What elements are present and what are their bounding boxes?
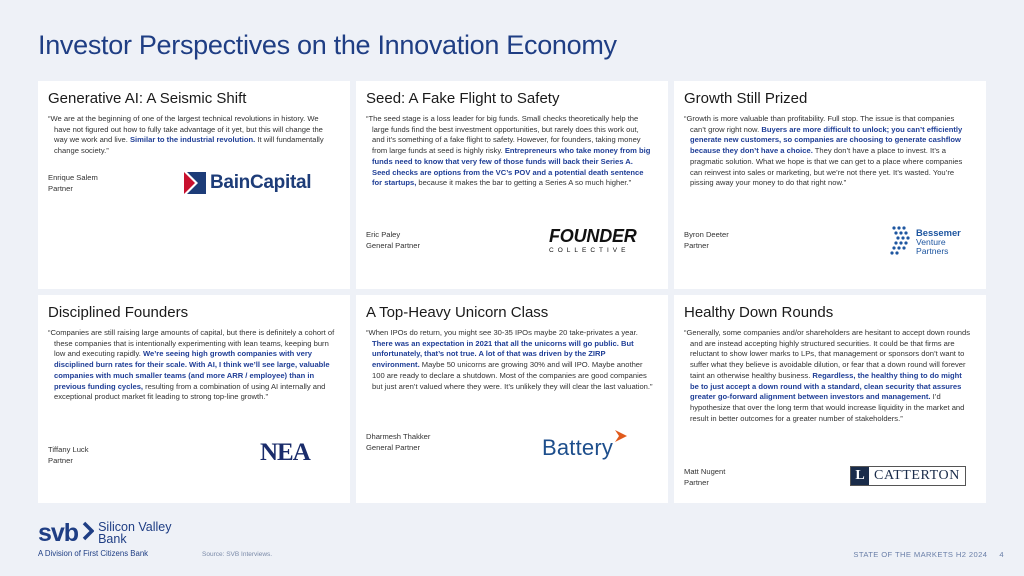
person-name: Enrique Salem bbox=[48, 173, 98, 182]
quote-text: It will fundamentally change society.” bbox=[54, 135, 324, 156]
person-role: General Partner bbox=[366, 240, 421, 250]
person-info bbox=[366, 230, 420, 251]
person-role: Partner bbox=[684, 477, 709, 487]
card-quote bbox=[684, 328, 971, 424]
quote-text: “The seed stage is a loss leader for big funds. Small checks theoretically help the large funds find the best investment opportunities, but rarely does this work out, and it’s something of a fake flight to safety. However, for founders, taking money from large funds at seed is highly risky. bbox=[366, 114, 641, 156]
svb-bank-name bbox=[98, 521, 171, 545]
quote-text: “We are at the beginning of one of the largest technical revolutions in history. We have not figured out how to fully take advantage of it yet, but this will change the way we work and live. bbox=[48, 114, 323, 145]
catterton-logo bbox=[850, 466, 966, 486]
bain-mark-icon bbox=[184, 172, 206, 194]
quote-card bbox=[38, 81, 350, 289]
footer-label bbox=[841, 550, 1004, 559]
quote-card bbox=[356, 81, 668, 289]
page-number: 4 bbox=[999, 550, 1004, 559]
quote-text: I’d hypothesize that over the long term that would increase liquidity in the market and result in better outcomes for a greater number of stakeholders.” bbox=[690, 392, 965, 423]
bessemer-wordmark bbox=[916, 228, 961, 256]
card-quote bbox=[684, 114, 971, 189]
bessemer-logo bbox=[890, 225, 961, 260]
quote-text: resulting from a combination of using AI internally and exceptional product market fit leading to strong top-line growth.” bbox=[54, 381, 326, 402]
quote-highlight: There was an expectation in 2021 that all the unicorns will go public. But unfortunately, that’s not true. A lot of that was driven by the ZIRP environment. bbox=[372, 338, 634, 370]
quote-text: Maybe 50 unicorns are growing 30% and will IPO. Maybe another 100 are ready to declare a shutdown. Most of the companies are good companies but just aren’t valued where they were. It’s unlikely they will clear the last valuation.” bbox=[372, 360, 653, 391]
quote-card bbox=[356, 295, 668, 503]
battery-logo bbox=[542, 429, 627, 461]
collective-wordmark: COLLECTIVE bbox=[549, 247, 630, 254]
quote-highlight: Regardless, the healthy thing to do might be to just accept a down round with a standard, clean security that assures greater go-forward alignment between investors and management. bbox=[690, 370, 962, 402]
person-name: Byron Deeter bbox=[684, 230, 729, 239]
svb-wordmark: svb bbox=[38, 519, 79, 547]
person-name: Tiffany Luck bbox=[48, 445, 89, 454]
person-info bbox=[684, 230, 729, 251]
card-title: Generative AI: A Seismic Shift bbox=[48, 90, 247, 107]
bessemer-line3: Partners bbox=[916, 246, 949, 257]
bessemer-line2: Venture bbox=[916, 236, 946, 247]
card-quote bbox=[366, 328, 653, 392]
person-role: Partner bbox=[48, 183, 73, 193]
nea-logo bbox=[260, 439, 310, 467]
person-name: Eric Paley bbox=[366, 230, 401, 239]
person-name: Matt Nugent bbox=[684, 467, 726, 476]
person-info bbox=[48, 445, 89, 466]
card-title: Disciplined Founders bbox=[48, 304, 189, 321]
svb-division: A Division of First Citizens Bank bbox=[38, 549, 149, 558]
quote-highlight: Similar to the industrial revolution. bbox=[129, 135, 256, 145]
report-title: STATE OF THE MARKETS H2 2024 bbox=[853, 550, 988, 559]
quote-card bbox=[674, 81, 986, 289]
quote-text: “Growth is more valuable than profitability. Full stop. The issue is that companies can’t grow right now. bbox=[684, 114, 955, 134]
person-info bbox=[366, 432, 430, 453]
person-role: General Partner bbox=[366, 442, 421, 452]
svb-logo bbox=[38, 520, 172, 558]
person-info bbox=[48, 173, 98, 194]
bessemer-line1: Bessemer bbox=[916, 227, 961, 239]
card-title: Healthy Down Rounds bbox=[684, 304, 834, 321]
svb-name-line1: Silicon Valley bbox=[98, 520, 172, 534]
catterton-wordmark: CATTERTON bbox=[874, 468, 960, 483]
catterton-mark-icon: L bbox=[851, 467, 869, 485]
quote-highlight: Buyers are more difficult to unlock; you can’t efficiently generate new customers, so companies are choosing to generate cashflow because they don’t have a choice. bbox=[690, 124, 963, 156]
quote-text: They don’t have a place to invest. It’s a pragmatic solution. What we hope is that we can get to a place where companies can reinvest into sales or marketing, but we’re not there yet. It’s wasted. You’re pissing away your money to do that right now.” bbox=[690, 146, 963, 188]
quote-text: “Companies are still raising large amounts of capital, but there is definitely a cohort of these companies that is intentionally experimenting with lean teams, keeping burn low and executing rapidly. bbox=[48, 328, 335, 359]
card-quote bbox=[48, 328, 335, 403]
founder-collective-logo bbox=[549, 227, 637, 254]
quote-text: because it makes the bar to getting a Series A so much higher.” bbox=[416, 178, 632, 188]
person-role: Partner bbox=[48, 455, 73, 465]
bain-capital-logo bbox=[184, 172, 311, 194]
card-title: Growth Still Prized bbox=[684, 90, 808, 107]
source-note: Source: SVB Interviews. bbox=[202, 551, 273, 558]
bain-capital-wordmark: BainCapital bbox=[210, 172, 312, 193]
card-quote bbox=[48, 114, 335, 157]
battery-chevron-icon bbox=[615, 429, 627, 447]
card-title: A Top-Heavy Unicorn Class bbox=[366, 304, 549, 321]
page-title: Investor Perspectives on the Innovation Economy bbox=[38, 30, 617, 60]
quote-text: “When IPOs do return, you might see 30-35 IPOs maybe 20 take-privates a year. bbox=[366, 328, 638, 337]
svb-chevron-icon bbox=[82, 521, 94, 546]
founder-wordmark: FOUNDER bbox=[549, 226, 637, 246]
quote-text: “Generally, some companies and/or shareholders are hesitant to accept down rounds and are instead accepting highly structured securities. It could be that firms are reluctant to show lower marks to LPs, that management or sponsors don’t want to suffer what they believe is avoidable dilution, or fear that a down round will forever taint an otherwise healthy business. bbox=[684, 328, 971, 380]
quote-highlight: We’re seeing high growth companies with very disciplined burn rates for their scale. With AI, I think we’ll see large, valuable companies with much smaller teams (and more ARR / employee) than in previous funding cycles, bbox=[54, 349, 330, 391]
person-info bbox=[684, 467, 725, 488]
quote-card bbox=[38, 295, 350, 503]
battery-wordmark: Battery bbox=[542, 435, 614, 460]
card-quote bbox=[366, 114, 653, 189]
person-name: Dharmesh Thakker bbox=[366, 432, 431, 441]
card-title: Seed: A Fake Flight to Safety bbox=[366, 90, 560, 107]
nea-wordmark: NEA bbox=[260, 439, 310, 466]
person-role: Partner bbox=[684, 240, 709, 250]
bessemer-mark-icon bbox=[890, 225, 912, 260]
quote-card bbox=[674, 295, 986, 503]
svb-name-line2: Bank bbox=[98, 532, 127, 546]
quote-highlight: Entrepreneurs who take money from big funds need to know that very few of those funds will back their Series A. Seed checks are options from the VC’s POV and a potential death sentence for startups, bbox=[372, 146, 651, 188]
